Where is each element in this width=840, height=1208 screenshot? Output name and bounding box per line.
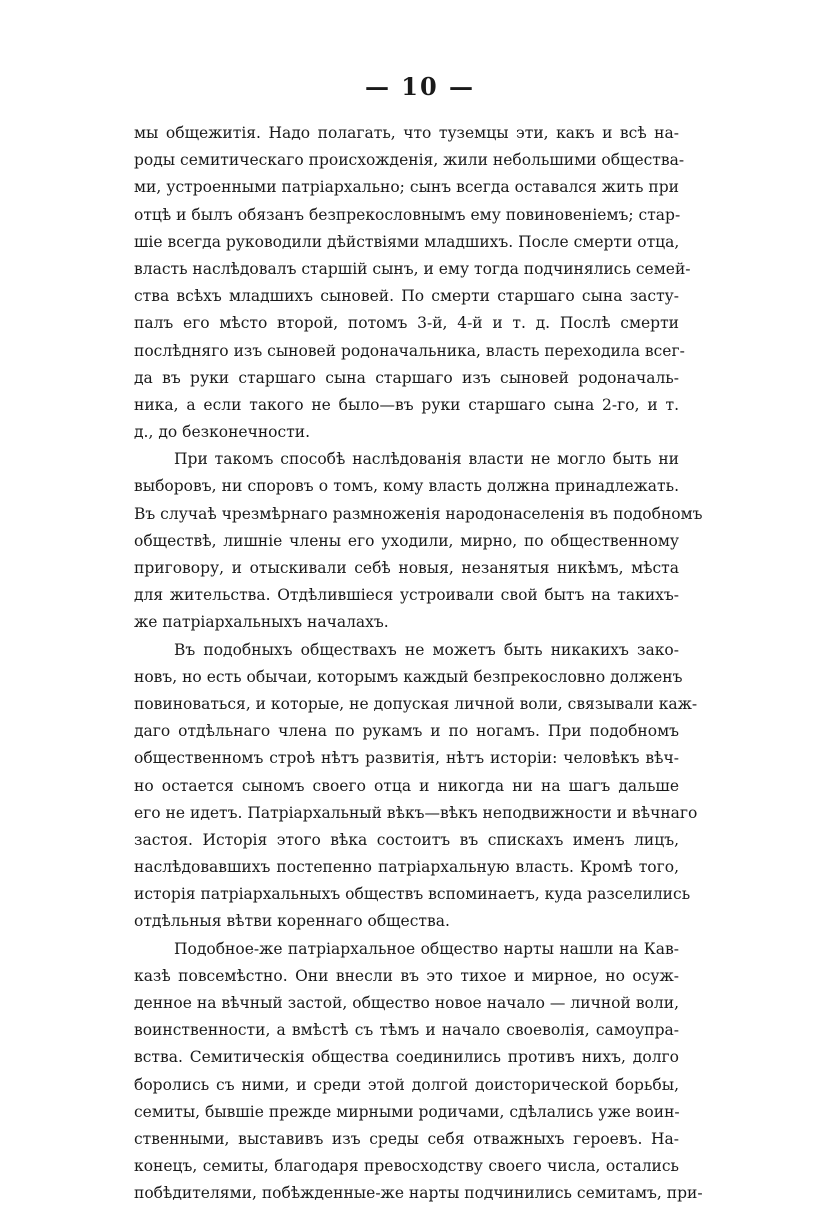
text-line: Въ случаѣ чрезмѣрнаго размноженія народонаселенія въ подобномъ	[134, 504, 703, 523]
text-line: ми, устроенными патріархально; сынъ всегда оставался жить при	[134, 178, 679, 197]
text-line: семиты, бывшіе прежде мирными родичами, сдѣлались уже воин-	[134, 1102, 680, 1121]
text-line: шіе всегда руководили дѣйствіями младшихъ. После смерти отца,	[134, 232, 680, 251]
text-line: отцѣ и былъ обязанъ безпрекословнымъ ему повиновеніемъ; стар-	[134, 205, 681, 224]
text-line: отдѣльныя вѣтви кореннаго общества.	[134, 912, 450, 931]
text-line: ства всѣхъ младшихъ сыновей. По смерти старшаго сына засту-	[134, 287, 679, 306]
text-line: Подобное-же патріархальное общество нарты нашли на Кав-	[174, 939, 679, 958]
text-line: приговору, и отыскивали себѣ новыя, незанятыя никѣмъ, мѣста	[134, 559, 679, 577]
text-line: палъ его мѣсто второй, потомъ 3-й, 4-й и т. д. Послѣ смерти	[134, 314, 679, 333]
text-line: мы общежитія. Надо полагать, что туземцы эти, какъ и всѣ на-	[134, 124, 679, 142]
text-line: вства. Семитическія общества соединились противъ нихъ, долго	[134, 1048, 679, 1067]
text-line: При такомъ способѣ наслѣдованія власти не могло быть ни	[174, 450, 679, 469]
text-line: для жительства. Отдѣлившіеся устроивали свой бытъ на такихъ-	[134, 586, 679, 605]
text-line: да въ руки старшаго сына старшаго изъ сыновей родоначаль-	[134, 368, 679, 387]
text-line: общественномъ строѣ нѣтъ развитія, нѣтъ исторіи: человѣкъ вѣч-	[134, 749, 679, 768]
text-line: даго отдѣльнаго члена по рукамъ и по ногамъ. При подобномъ	[134, 722, 679, 741]
page-number: — 10 —	[364, 72, 476, 101]
text-line: выборовъ, ни споровъ о томъ, кому власть должна принадлежать.	[134, 477, 679, 496]
text-line: послѣдняго изъ сыновей родоначальника, власть переходила всег-	[134, 341, 685, 360]
text-line: ственными, выставивъ изъ среды себя отважныхъ героевъ. На-	[134, 1129, 679, 1148]
text-line: побѣдителями, побѣжденные-же нарты подчинились семитамъ, при-	[134, 1184, 703, 1203]
text-line: исторія патріархальныхъ обществъ вспоминаетъ, куда разселились	[134, 885, 691, 904]
text-line: наслѣдовавшихъ постепенно патріархальную власть. Кромѣ того,	[134, 858, 679, 877]
body-text	[134, 120, 703, 1208]
text-line: же патріархальныхъ началахъ.	[134, 613, 389, 632]
text-line: новъ, но есть обычаи, которымъ каждый безпрекословно долженъ	[134, 667, 683, 686]
text-line: обществѣ, лишніе члены его уходили, мирно, по общественному	[134, 531, 679, 550]
text-line: роды семитическаго происхожденія, жили небольшими общества-	[134, 151, 685, 170]
text-line: власть наслѣдовалъ старшій сынъ, и ему тогда подчинялись семей-	[134, 259, 691, 278]
text-line: застоя. Исторія этого вѣка состоитъ въ спискахъ именъ лицъ,	[134, 830, 679, 849]
text-line: конецъ, семиты, благодаря превосходству своего числа, остались	[134, 1157, 679, 1176]
text-line: Въ подобныхъ обществахъ не можетъ быть никакихъ зако-	[174, 640, 679, 659]
text-line: казѣ повсемѣстно. Они внесли въ это тихое и мирное, но осуж-	[134, 966, 679, 985]
text-line: повиноваться, и которые, не допуская личной воли, связывали каж-	[134, 694, 698, 713]
text-line: воинственности, а вмѣстѣ съ тѣмъ и начало своеволія, самоупра-	[134, 1021, 679, 1040]
text-line: но остается сыномъ своего отца и никогда ни на шагъ дальше	[134, 776, 679, 795]
text-line: денное на вѣчный застой, общество новое начало — личной воли,	[134, 994, 679, 1012]
text-line: д., до безконечности.	[134, 423, 311, 442]
text-line: боролись съ ними, и среди этой долгой доисторической борьбы,	[134, 1075, 679, 1094]
text-line: ника, а если такого не было—въ руки старшаго сына 2-го, и т.	[134, 395, 679, 414]
text-line: его не идетъ. Патріархальный вѣкъ—вѣкъ неподвижности и вѣчнаго	[134, 803, 698, 822]
